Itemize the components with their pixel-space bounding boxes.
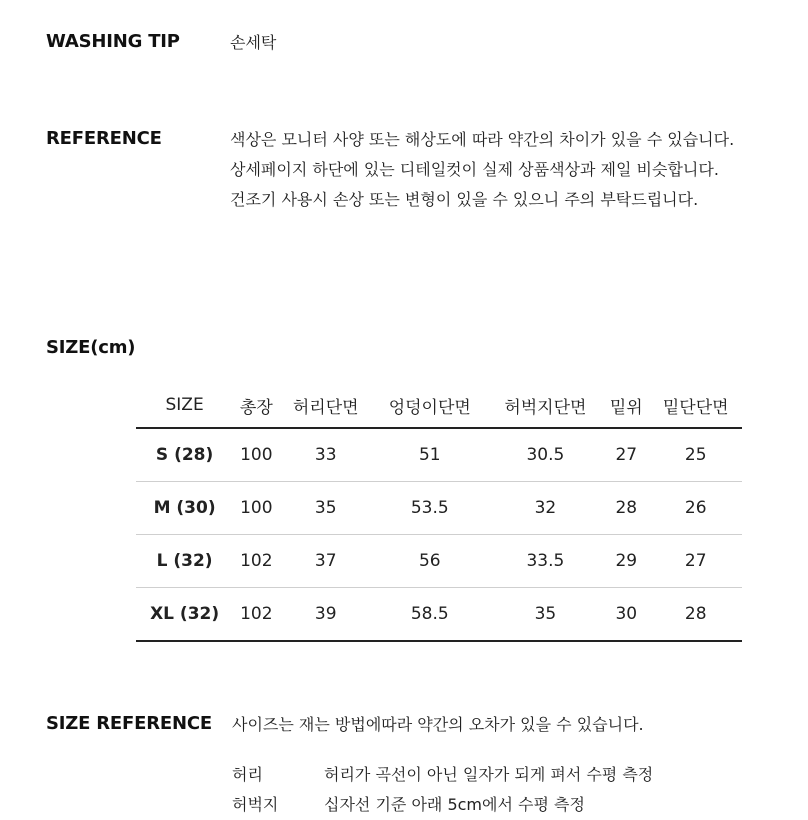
table-row	[136, 535, 742, 588]
measure-value: 허리가 곡선이 아닌 일자가 되게 펴서 수평 측정	[324, 765, 654, 784]
washing-tip-label: WASHING TIP	[46, 31, 180, 52]
size-cell: M (30)	[153, 498, 216, 518]
table-cell: 58.5	[410, 604, 449, 624]
size-reference-text: 사이즈는 재는 방법에따라 약간의 오차가 있을 수 있습니다.	[232, 715, 644, 734]
table-cell: 32	[534, 498, 557, 518]
measure-key: 허벅지	[232, 795, 279, 814]
table-cell: 35	[534, 604, 557, 624]
table-cell: 29	[615, 551, 638, 571]
table-cell: 33.5	[526, 551, 565, 571]
size-table-header: 허리단면	[292, 397, 359, 418]
reference-line: 상세페이지 하단에 있는 디테일컷이 실제 상품색상과 제일 비슷합니다.	[230, 160, 719, 179]
table-cell: 56	[418, 551, 441, 571]
table-cell: 35	[314, 498, 337, 518]
reference-label: REFERENCE	[46, 128, 162, 149]
size-reference-label: SIZE REFERENCE	[46, 713, 212, 734]
measure-key: 허리	[232, 765, 263, 784]
table-cell: 25	[684, 445, 707, 465]
table-cell: 28	[615, 498, 638, 518]
table-cell: 53.5	[410, 498, 449, 518]
washing-tip-value: 손세탁	[230, 33, 277, 52]
size-table	[136, 383, 742, 642]
measure-row	[232, 790, 653, 820]
size-table-header: 허벅지단면	[504, 397, 587, 418]
size-table-header: 총장	[239, 397, 273, 418]
table-cell: 102	[240, 604, 273, 624]
size-reference-details	[232, 760, 653, 820]
size-section-label: SIZE(cm)	[46, 337, 136, 358]
size-cell: XL (32)	[150, 604, 220, 624]
size-table-header: 엉덩이단면	[388, 397, 471, 418]
table-cell: 28	[684, 604, 707, 624]
table-cell: 27	[684, 551, 707, 571]
table-cell: 100	[240, 498, 273, 518]
reference-text	[230, 125, 734, 215]
table-cell: 26	[684, 498, 707, 518]
table-cell: 100	[240, 445, 273, 465]
measure-value: 십자선 기준 아래 5cm에서 수평 측정	[324, 795, 585, 814]
table-cell: 30	[615, 604, 638, 624]
table-cell: 37	[314, 551, 337, 571]
measure-row	[232, 760, 653, 790]
table-cell: 51	[418, 445, 441, 465]
table-cell: 33	[314, 445, 337, 465]
size-cell: L (32)	[156, 551, 213, 571]
table-cell: 102	[240, 551, 273, 571]
size-table-header-row	[136, 383, 742, 428]
table-cell: 30.5	[526, 445, 565, 465]
size-cell: S (28)	[155, 445, 214, 465]
size-table-header: 밑위	[609, 397, 643, 418]
reference-line: 건조기 사용시 손상 또는 변형이 있을 수 있으니 주의 부탁드립니다.	[230, 190, 699, 209]
table-row	[136, 588, 742, 642]
table-cell: 27	[615, 445, 638, 465]
size-table-header: 밑단단면	[662, 397, 729, 418]
table-row	[136, 428, 742, 482]
table-row	[136, 482, 742, 535]
reference-line: 색상은 모니터 사양 또는 해상도에 따라 약간의 차이가 있을 수 있습니다.	[230, 130, 735, 149]
table-cell: 39	[314, 604, 337, 624]
size-table-header: SIZE	[165, 395, 204, 415]
